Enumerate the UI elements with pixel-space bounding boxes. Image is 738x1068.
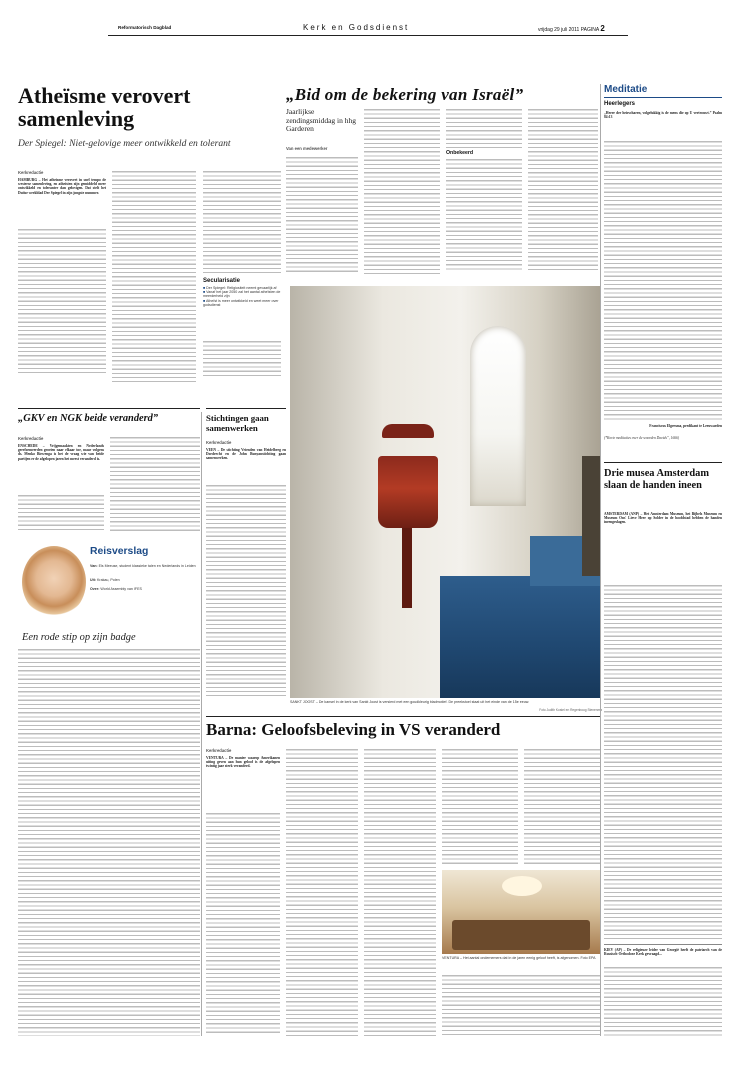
lead-title: Atheïsme verovert samenleving [18, 83, 191, 131]
musea-body [604, 584, 722, 942]
meditatie-subtitle: Heerlegers [604, 101, 636, 107]
section-title: Kerk en Godsdienst [303, 23, 410, 32]
reisverslag-title: Reisverslag [90, 546, 149, 557]
meditatie-title: Meditatie [604, 84, 722, 98]
bid-body-col1 [286, 156, 358, 272]
pews-door [582, 456, 601, 576]
reisverslag-field: Van: Els Meeuse, student klassieke talen en Nederlands in Leiden [90, 564, 196, 568]
avatar [22, 546, 86, 618]
reisverslag-story-title: Een rode stip op zijn badge [22, 632, 136, 643]
secularisatie-item: ■ Vanaf het jaar 2050 zal het aantal atheïsten de meerderheid zijn [203, 290, 281, 299]
photo-credit: Foto Judith Kostel en Regenboog Stenenma [539, 708, 602, 712]
lead-body-col4 [203, 340, 281, 378]
lead-subtitle: Der Spiegel: Niet-gelovige meer ontwikkeld en tolerant [18, 138, 231, 149]
barna-body-col2 [286, 748, 358, 1036]
pews [440, 576, 601, 698]
gkv-intro: ENSCHEDE – Vrijgemaakten en Nederlands gereformeerden groeien naar elkaar toe, maar volgens ds. Menko Biewenga is het de vraag wie van beide partijen er de afgelopen jaren het meest veranderd is. [18, 444, 104, 461]
barna-body-col6 [442, 974, 600, 1036]
gkv-body-col2 [110, 436, 200, 532]
pulpit-stand [402, 528, 412, 608]
barna-dateline: Kerkredactie [206, 748, 232, 753]
bid-title: „Bid om de bekering van Israël” [286, 85, 524, 104]
gkv-dateline: Kerkredactie [18, 436, 44, 441]
secularisatie-item: ■ Atheïst is meer ontwikkeld en weet meer over godsdienst [203, 298, 279, 307]
column-rule [600, 84, 601, 1036]
gkv-body-col1 [18, 494, 104, 532]
bid-subtitle: Jaarlijkse zendingsmiddag in hhg Garderen [286, 107, 356, 134]
barna-photo-caption: VENTURA – Het aantal ondernemers dat in de jaren eenig geloof heeft, is afgenomen. Foto EPA [442, 956, 596, 960]
lead-body-col2 [112, 170, 196, 382]
barna-body-col1 [206, 812, 280, 1036]
bid-byline: Van een medewerker [286, 146, 328, 151]
masthead [108, 22, 628, 36]
date-line: vrijdag 29 juli 2011 PAGINA 2 [538, 24, 605, 33]
bid-body-col3 [446, 108, 522, 148]
stichtingen-title: Stichtingen gaan samenwerken [206, 413, 269, 433]
bid-article [286, 86, 598, 104]
meditatie-body [604, 140, 722, 420]
bid-subhead: Onbekeerd [446, 150, 474, 156]
church-photo [290, 286, 601, 698]
divider [604, 944, 722, 945]
divider [206, 716, 600, 717]
lead-body-col1 [18, 228, 106, 376]
musea-intro: AMSTERDAM (ANP) – Het Amsterdam Museum, het Bijbels Museum en Museum Ons' Lieve Heer op Solder in de hoofdstad hebben de handen ineengeslagen. [604, 512, 722, 525]
page-number: 2 [600, 24, 605, 33]
reisverslag-field: Over: World Assembly van IFES [90, 587, 142, 591]
meditatie-column [604, 84, 722, 137]
secularisatie-heading: Secularisatie [203, 278, 241, 284]
pulpit [378, 456, 438, 528]
reisverslag-body [18, 648, 200, 1036]
lead-intro: HAMBURG – Het atheïsme verovert in snel tempo de westerse samenleving, en atheïsten zijn gemiddeld meer ontwikkeld en toleranter dan gelovigen. Dat stelt het Duitse weekblad Der Spiegel in zijn jongste nummer. [18, 178, 106, 195]
divider [18, 408, 200, 409]
gkv-title: „GKV en NGK beide veranderd” [18, 413, 159, 424]
church-window [470, 326, 526, 506]
stichtingen-dateline: Kerkredactie [206, 440, 232, 445]
barna-intro: VENTURA – De manier waarop Amerikanen uiting geven aan hun geloof is de afgelopen twintig jaar sterk veranderd. [206, 756, 280, 769]
stichtingen-body [206, 484, 286, 696]
musea-title: Drie musea Amsterdam slaan de handen ineen [604, 468, 710, 491]
secularisatie-box [203, 278, 281, 338]
secularisatie-item: ■ Der Spiegel: Religiositeit neemt gevaarlijk af [203, 286, 277, 290]
bid-body-col3b [446, 158, 522, 272]
meditatie-note: (*Korte meditaties over de woorden Davids”, 1666) [604, 436, 680, 440]
bid-body-col2 [364, 108, 440, 274]
photo-caption: SANKT JOOST – De kansel in de kerk van Sankt Joost is versierd met een goudkleurig bladmotief. De preekstoel staat uit het einde van de 15e eeuw. [290, 700, 530, 704]
barna-photo [442, 870, 600, 954]
reisverslag-field: Uit: Krakau, Polen [90, 578, 120, 582]
barna-title: Barna: Geloofsbeleving in VS veranderd [206, 720, 501, 739]
meditatie-signature: Franciscus Elgersma, predikant te Leeuwarden [649, 424, 722, 428]
bid-body-col4 [528, 108, 598, 272]
barna-photo-table [452, 920, 590, 950]
barna-body-col5 [524, 748, 600, 866]
column-rule [201, 412, 202, 1036]
divider [206, 408, 286, 409]
barna-photo-light [502, 876, 542, 896]
barna-body-col4 [442, 748, 518, 866]
meditatie-quote: „Heere der heirscharen, volgelukkig is de mens die op U vertrouwt.” Psalm 84:13 [604, 111, 722, 120]
pulpit-canopy [382, 424, 434, 438]
print-marks [40, 1044, 700, 1048]
divider [604, 462, 722, 463]
lead-dateline: Kerkredactie [18, 170, 44, 175]
paper-name: Reformatorisch Dagblad [118, 25, 172, 30]
reisverslag-box [18, 540, 200, 640]
barna-body-col3 [364, 748, 436, 1036]
lead-body-col3 [203, 170, 281, 274]
kiev-text: KIEV (AP) – De religieuze leider van Georgië heeft de patriarch van de Russisch-Orthodoxe Kerk gevraagd... [604, 948, 722, 957]
lead-article [18, 84, 280, 149]
stichtingen-intro: VEEN – De stichting Vrienden van Heidelberg en Dordrecht en de John Bunyanstichting gaan samenwerken. [206, 448, 286, 461]
kiev-body [604, 966, 722, 1036]
